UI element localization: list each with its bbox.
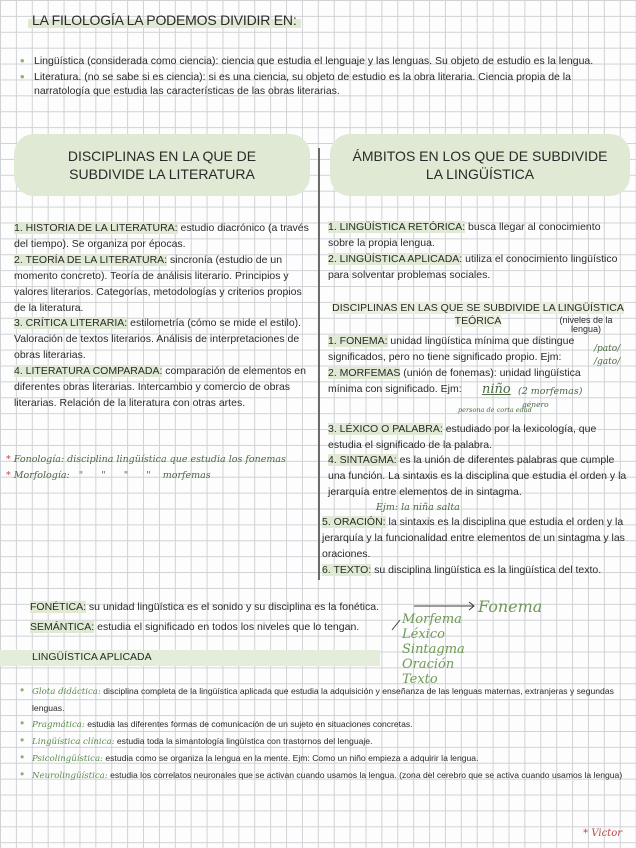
literatura-item-text: estudio diacrónico (a través del tiempo). Se organiza por épocas. [14,222,309,250]
aplicada-item [20,717,625,734]
literatura-list [14,221,310,412]
literatura-item [14,221,310,253]
aplicada-item [20,684,625,717]
aplicada-term: Neurolingüística: [32,770,108,781]
aplicada-text: disciplina completa de la lingüística aplicada que estudia la adquisición y enseñanza de las lenguas maternas, extranjeras y segundas lenguas. [32,686,614,713]
level-oracion: Oración [402,657,455,672]
example-pato: /pato/ [594,344,621,354]
aplicada-term: Glota didáctica: [32,687,101,697]
literatura-notes [6,452,306,484]
nivel-item [328,453,628,501]
aplicada-item [20,751,625,768]
banner-literatura-text: DISCIPLINAS EN LA QUE DE SUBDIVIDE LA LITERATURA [67,148,257,182]
level-morfema: Morfema [402,612,462,627]
fonetica-label: FONÉTICA: [30,601,87,613]
levels-list [402,612,465,687]
nivel-item-text: su disciplina lingüística es la lingüística del texto. [371,563,602,576]
asterisk-icon: * [583,828,592,839]
column-divider [318,148,320,580]
nivel-item-label: 1. FONEMA: [328,335,388,347]
nivel-item-text: la sintaxis es la disciplina que estudia el orden y la jerarquía y la funcionalidad entre elementos de un sintagma y las oraciones. [322,516,625,560]
literatura-item-text: comparación de elementos en diferentes obras literarias. Intercambio y comercio de obras literarias. Relación de la literatura con otras artes. [14,365,306,409]
nivel-item-label: 6. TEXTO: [322,563,372,576]
literatura-item [14,364,310,412]
banner-linguistica [330,134,630,196]
ambito-item-text: busca llegar al conocimiento sobre la propia lengua. [328,221,601,249]
aplicada-header: LINGÜÍSTICA APLICADA [32,651,152,663]
aplicada-text: estudia las diferentes formas de comunicación de un sujeto en situaciones concretas. [84,718,413,729]
nivel-item [322,515,628,563]
aplicada-text: estudia toda la simantología lingüística con trastornos del lenguaje. [114,735,373,746]
nivel-item-label: 3. LÉXICO O PALABRA: [328,422,443,435]
fonetica-line [30,600,430,616]
banner-literatura [14,134,310,196]
example-gato: /gato/ [594,357,621,367]
literatura-item-text: estilometría (cómo se mide el estilo). Valoración de textos literarios. Análisis de interpretaciones de obras literarias. [14,317,302,362]
aplicada-text: estudia los correlatos neuronales que se activan cuando usamos la lengua. (zona del cerebro que se activa cuando usamos la lengua) [107,769,623,780]
fonetica-semantica [30,600,430,636]
semantica-label: SEMÁNTICA: [30,620,95,633]
example-persona: persona de corta edad [458,406,532,414]
literatura-item-label: 3. CRÍTICA LITERARIA: [14,317,128,330]
nivel-item [328,422,628,454]
aplicada-item [20,734,625,751]
example-morfemas: (2 morfemas) [518,386,583,397]
literatura-item-label: 4. LITERATURA COMPARADA: [14,365,163,378]
note-fonologia [6,452,306,468]
nivel-item-text: (unión de fonemas): unidad lingüística mínima con significado. Ejm: [328,366,581,395]
semantica-line [30,620,430,636]
literatura-item-label: 2. TEORÍA DE LA LITERATURA: [14,253,168,266]
level-texto: Texto [402,672,438,687]
banner-linguistica-text: ÁMBITOS EN LOS QUE DE SUBDIVIDE LA LINGÜÍSTICA [352,148,608,182]
niveles-list [322,334,628,579]
page-title: LA FILOLOGÍA LA PODEMOS DIVIDIR EN: [28,12,301,28]
ambito-item-label: 2. LINGÜÍSTICA APLICADA: [328,252,463,265]
niveles-note: (niveles de la lengua) [559,315,613,334]
semantica-text: estudia el significado en todos los niveles que lo tengan. [94,620,360,633]
asterisk-icon: * [6,469,11,481]
fonetica-text: su unidad lingüística es el sonido y su disciplina es la fonética. [86,601,380,613]
literatura-item-label: 1. HISTORIA DE LA LITERATURA: [14,222,178,234]
aplicada-list [20,684,625,784]
example-genero: género [522,400,549,409]
level-sintagma: Sintagma [402,642,465,657]
nivel-item-label: 4. SINTAGMA: [328,454,397,467]
nivel-item-text: estudiado por la lexicología, que estudia el significado de la palabra. [328,422,597,451]
literatura-item-text: sincronía (estudio de un momento concreto). Teoría de análisis literario. Principios y valores literarios. Categorías, metodologías y criterios propios de la literatura. [14,253,302,314]
nivel-item-label: 5. ORACIÓN: [322,516,386,529]
asterisk-icon: * [6,454,11,465]
ambito-item [328,220,628,252]
note-fonologia-text: Fonología: disciplina lingüística que estudia los fonemas [13,454,286,465]
nivel-item-text: unidad lingüística mínima que distingue significados, pero no tiene significado propio. Ejm: [328,335,575,363]
nivel-item-text: es la unión de diferentes palabras que cumple una función. La sintaxis es la disciplina que estudia el orden y la jerarquía entre elementos de in sintagma. [328,454,627,499]
example-nino: niño [482,382,511,397]
aplicada-term: Pragmática: [32,719,85,730]
arrow-morfema [392,620,400,630]
signature [583,828,622,839]
fonema-word: Fonema [478,597,543,616]
teorica-subheader-text: DISCIPLINAS EN LAS QUE SE SUBDIVIDE LA LINGÜÍSTICA TEÓRICA [332,302,624,327]
spacer [328,501,628,515]
aplicada-term: Lingüística clínica: [32,736,115,747]
level-lexico: Léxico [402,627,445,642]
ambitos-list [328,220,628,284]
nivel-item [328,366,628,398]
aplicada-term: Psicolingüística: [32,753,103,764]
intro-item-linguistica: • Lingüística (considerada como ciencia): ciencia que estudia el lenguaje y las lenguas. Su objeto de estudio es la lengua. [20,54,620,68]
aplicada-item [20,768,625,785]
signature-text: Victor [591,828,622,839]
intro-item-literatura: • Literatura. (no se sabe si es ciencia): si es una ciencia, su objeto de estudio es la obra literaria. Ciencia propia de la narratología que estudia las características de las obras literarias. [20,70,620,98]
intro-list [20,54,620,100]
note-morfologia-text: Morfología: " " " " morfemas [13,469,211,481]
example-sintagma: Ejm: la niña salta [376,502,460,513]
literatura-item [14,316,310,364]
note-morfologia [6,468,306,484]
aplicada-text: estudia como se organiza la lengua en la mente. Ejm: Como un niño empieza a adquirir la lengua. [102,752,479,763]
nivel-item [322,563,628,579]
literatura-item [14,253,310,317]
nivel-item-label: 2. MORFEMAS [328,366,401,379]
ambito-item-label: 1. LINGÜÍSTICA RETÓRICA: [328,221,466,233]
nivel-item [328,334,628,366]
ambito-item [328,252,628,284]
ambito-item-text: utiliza el conocimiento lingüístico para solventar problemas sociales. [328,252,618,281]
